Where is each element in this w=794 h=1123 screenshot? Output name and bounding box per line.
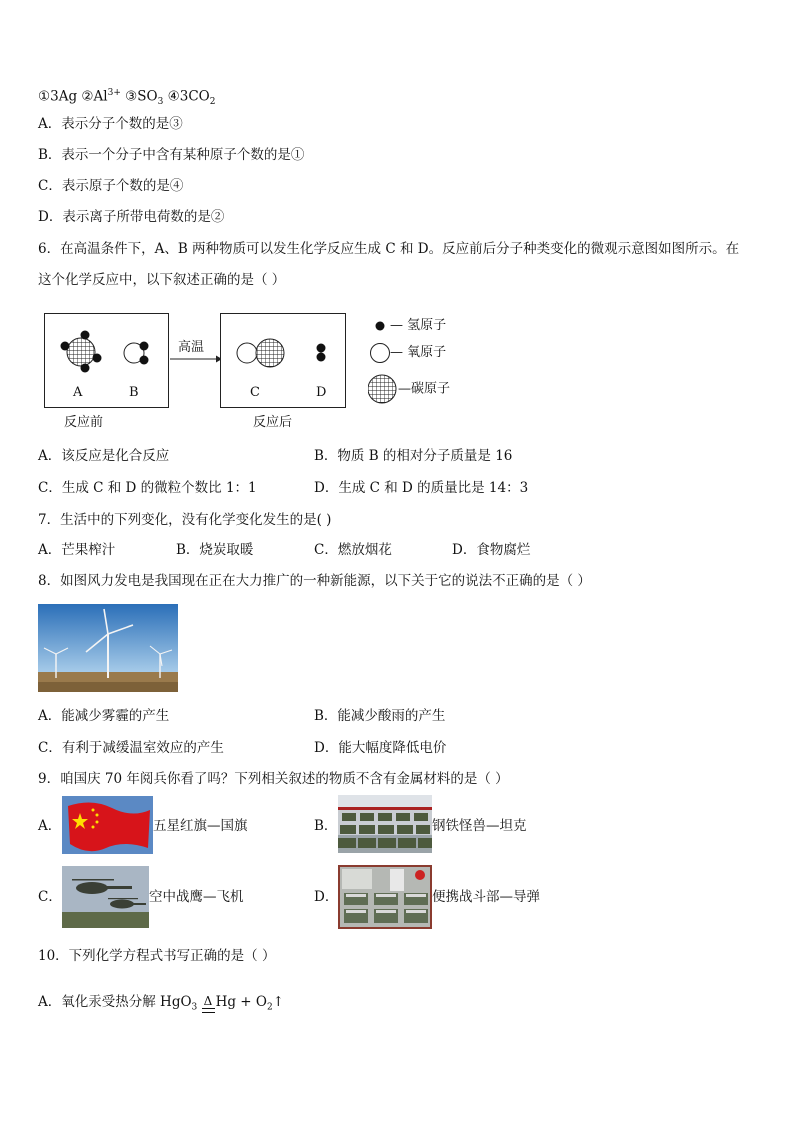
q8-stem: 8．如图风力发电是我国现在正在大力推广的一种新能源，以下关于它的说法不正确的是（ ） (38, 573, 591, 589)
q9-option-d-letter: D． (314, 889, 339, 905)
q9-option-b-text: 钢铁怪兽—坦克 (432, 818, 527, 834)
q10-option-a-products: Hg + O (215, 994, 267, 1010)
label-b: B (129, 385, 139, 400)
q5-option-a: A．表示分子个数的是③ (38, 116, 183, 132)
q5-item-4-coef: 3 (179, 88, 189, 105)
q5-item-3-sub: 3 (157, 97, 164, 108)
equation-line-bottom (202, 1012, 215, 1013)
q10-option-a-prefix-sub: 3 (191, 1002, 198, 1013)
label-d: D (316, 385, 327, 400)
q9-option-b-letter: B． (314, 818, 338, 834)
q5-item-1-symbol: Ag (58, 88, 78, 105)
q5-item-4-symbol: CO (188, 88, 210, 105)
q8-option-c: C．有利于减缓温室效应的产生 (38, 740, 224, 756)
label-a: A (73, 385, 83, 400)
q6-stem-line2: 这个化学反应中，以下叙述正确的是（ ） (38, 272, 286, 288)
gas-arrow-icon: ↑ (272, 994, 284, 1010)
q6-option-a: A．该反应是化合反应 (38, 448, 170, 464)
q5-item-1-num: ① (38, 88, 51, 105)
molecule-a-hydrogen-4 (81, 364, 90, 373)
q5-option-d: D．表示离子所带电荷数的是② (38, 209, 225, 225)
legend-hydrogen-label: — 氢原子 (390, 318, 447, 333)
molecule-c-oxygen (237, 343, 257, 363)
legend-oxygen (368, 341, 446, 364)
wind-turbine-photo (38, 604, 178, 692)
oxygen-atom-icon (368, 342, 390, 364)
before-box (44, 313, 169, 408)
q8-option-d: D．能大幅度降低电价 (314, 740, 447, 756)
molecules-before (45, 314, 168, 407)
reaction-arrow (170, 330, 222, 360)
q10-stem: 10．下列化学方程式书写正确的是（ ） (38, 948, 276, 964)
q9-option-c-letter: C． (38, 889, 62, 905)
legend-hydrogen (368, 314, 446, 334)
q10-option-a-products-sub: 2 (266, 1002, 273, 1013)
q10-option-a (38, 993, 284, 1017)
q8-option-a: A．能减少雾霾的产生 (38, 708, 170, 724)
arrow-icon (170, 330, 222, 370)
molecule-a-hydrogen-1 (81, 331, 90, 340)
q6-option-c: C．生成 C 和 D 的微粒个数比 1：1 (38, 480, 257, 496)
hydrogen-atom-icon (368, 318, 390, 334)
q5-option-b: B．表示一个分子中含有某种原子个数的是① (38, 147, 305, 163)
q6-option-d: D．生成 C 和 D 的质量比是 14：3 (314, 480, 529, 496)
q5-item-1-coef: 3 (50, 88, 59, 105)
q5-item-4-sub: 2 (209, 97, 216, 108)
molecule-d-hydrogen-2 (317, 353, 326, 362)
delta-symbol: Δ (203, 994, 213, 1008)
equation-line-top (202, 1008, 215, 1009)
molecule-a-hydrogen-2 (61, 342, 70, 351)
q5-item-2-symbol: Al (93, 88, 108, 105)
after-caption: 反应后 (253, 415, 293, 430)
label-c: C (250, 385, 260, 400)
q7-option-c: C．燃放烟花 (314, 542, 392, 558)
tank-parade-photo (338, 795, 432, 853)
molecule-b-hydrogen-2 (140, 356, 149, 365)
q9-option-c-text: 空中战鹰—飞机 (149, 889, 244, 905)
legend-carbon-label: —碳原子 (398, 381, 451, 397)
after-box (220, 313, 346, 408)
diagram-legend (368, 310, 498, 410)
q7-option-d: D．食物腐烂 (452, 542, 531, 558)
molecule-c-carbon (256, 339, 284, 367)
q5-item-2-charge: 3+ (107, 88, 121, 98)
legend-carbon (368, 374, 450, 404)
molecule-a-hydrogen-3 (93, 354, 102, 363)
q7-stem: 7．生活中的下列变化，没有化学变化发生的是( ) (38, 512, 332, 528)
legend-oxygen-label: — 氧原子 (390, 345, 447, 360)
q9-option-d-text: 便携战斗部—导弹 (432, 889, 540, 905)
q7-option-a: A．芒果榨汁 (38, 542, 116, 558)
q9-stem: 9．咱国庆 70 年阅兵你看了吗？下列相关叙述的物质不含有金属材料的是（ ） (38, 771, 509, 787)
molecule-b-hydrogen-1 (140, 342, 149, 351)
q6-stem-line1: 6．在高温条件下，A、B 两种物质可以发生化学反应生成 C 和 D。反应前后分子种类变化的微观示意图如图所示。在 (38, 241, 740, 257)
q5-item-4-num: ④ (167, 88, 180, 105)
molecule-d-hydrogen-1 (317, 344, 326, 353)
q5-option-c: C．表示原子个数的是④ (38, 178, 184, 194)
q7-option-b: B．烧炭取暖 (176, 542, 254, 558)
q9-option-a-letter: A． (38, 818, 62, 834)
q9-option-a-text: 五星红旗—国旗 (153, 818, 248, 834)
arrow-condition-label: 高温 (178, 340, 205, 355)
q6-option-b: B．物质 B 的相对分子质量是 16 (314, 448, 513, 464)
missile-parade-photo (338, 865, 432, 929)
q8-option-b: B．能减少酸雨的产生 (314, 708, 446, 724)
national-flag-photo (62, 796, 153, 854)
q5-stem (38, 84, 215, 111)
q5-item-3-symbol: SO (137, 88, 158, 105)
carbon-atom-icon (368, 374, 398, 404)
before-caption: 反应前 (64, 415, 104, 430)
molecule-a-carbon (67, 338, 95, 366)
q10-option-a-prefix: A．氧化汞受热分解 HgO (38, 994, 192, 1010)
helicopter-photo (62, 866, 149, 928)
q5-item-3-num: ③ (125, 88, 138, 105)
q5-item-2-num: ② (81, 88, 94, 105)
